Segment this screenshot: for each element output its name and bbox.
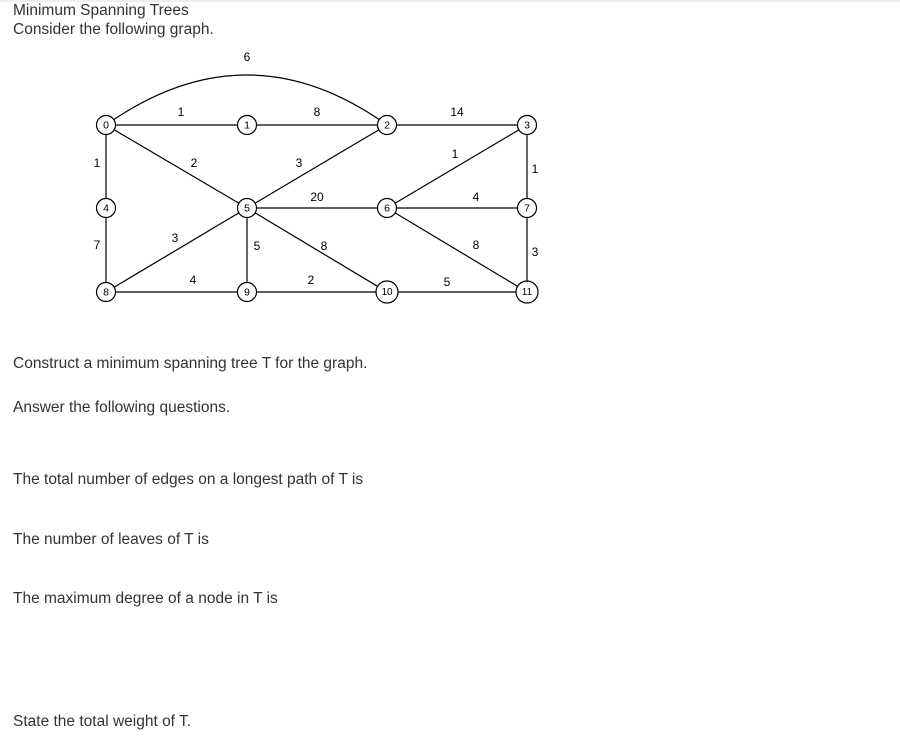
edge-weight-label: 8 [313, 105, 321, 119]
edge-8-5 [106, 208, 247, 292]
edge-weight-label: 8 [320, 239, 328, 253]
edge-weight-label: 2 [190, 156, 198, 170]
node-label: 2 [384, 119, 390, 132]
edge-weight-label: 3 [295, 156, 303, 170]
edge-weight-label: 1 [531, 162, 539, 176]
node-label: 0 [103, 119, 109, 132]
node-label: 4 [103, 202, 109, 215]
edge-6-3 [387, 125, 527, 208]
edge-weight-label: 20 [310, 190, 324, 204]
edge-weight-label: 14 [450, 105, 464, 119]
question-longest-path: The total number of edges on a longest path of T is [13, 471, 364, 488]
node-label: 6 [384, 202, 390, 215]
graph-node [238, 116, 257, 135]
page-subtitle: Consider the following graph. [13, 21, 214, 38]
edge-6-11 [387, 208, 527, 292]
graph-node [376, 281, 398, 303]
instruction-text: Construct a minimum spanning tree T for the graph. [13, 355, 368, 372]
edge-weight-label: 3 [531, 245, 539, 259]
question-total-weight: State the total weight of T. [13, 713, 192, 730]
node-label: 8 [103, 286, 109, 299]
edge-weight-label: 1 [93, 156, 101, 170]
question-max-degree: The maximum degree of a node in T is [13, 590, 278, 607]
edge-weight-label: 7 [93, 238, 101, 252]
questions-intro: Answer the following questions. [13, 399, 231, 416]
edge-5-10 [247, 208, 387, 292]
edge-weight-label: 4 [189, 273, 197, 287]
node-label: 1 [244, 119, 250, 132]
graph-node [378, 199, 397, 218]
graph-diagram [0, 0, 900, 330]
edge-weight-label: 2 [307, 273, 315, 287]
edge-weight-label: 5 [253, 239, 261, 253]
node-label: 7 [524, 202, 530, 215]
node-label: 11 [521, 287, 533, 298]
edge-weight-label: 4 [472, 190, 480, 204]
edge-weight-label: 8 [472, 238, 480, 252]
edge-weight-label: 3 [171, 231, 179, 245]
graph-node [238, 283, 257, 302]
graph-node [518, 199, 537, 218]
edge-weight-label: 1 [177, 105, 185, 119]
graph-node [516, 281, 538, 303]
graph-node [97, 199, 116, 218]
graph-node [97, 283, 116, 302]
question-leaves: The number of leaves of T is [13, 531, 209, 548]
page-title: Minimum Spanning Trees [13, 2, 189, 19]
edge-weight-label: 1 [451, 147, 459, 161]
node-label: 3 [524, 119, 530, 132]
graph-node [518, 116, 537, 135]
edge-weight-label: 5 [443, 275, 451, 289]
node-label: 10 [381, 287, 393, 298]
graph-node [378, 116, 397, 135]
edge-0-5 [106, 125, 247, 208]
node-label: 9 [244, 286, 250, 299]
graph-node [238, 199, 257, 218]
node-label: 5 [244, 202, 250, 215]
edge-weight-label: 6 [243, 50, 251, 64]
graph-node [97, 116, 116, 135]
